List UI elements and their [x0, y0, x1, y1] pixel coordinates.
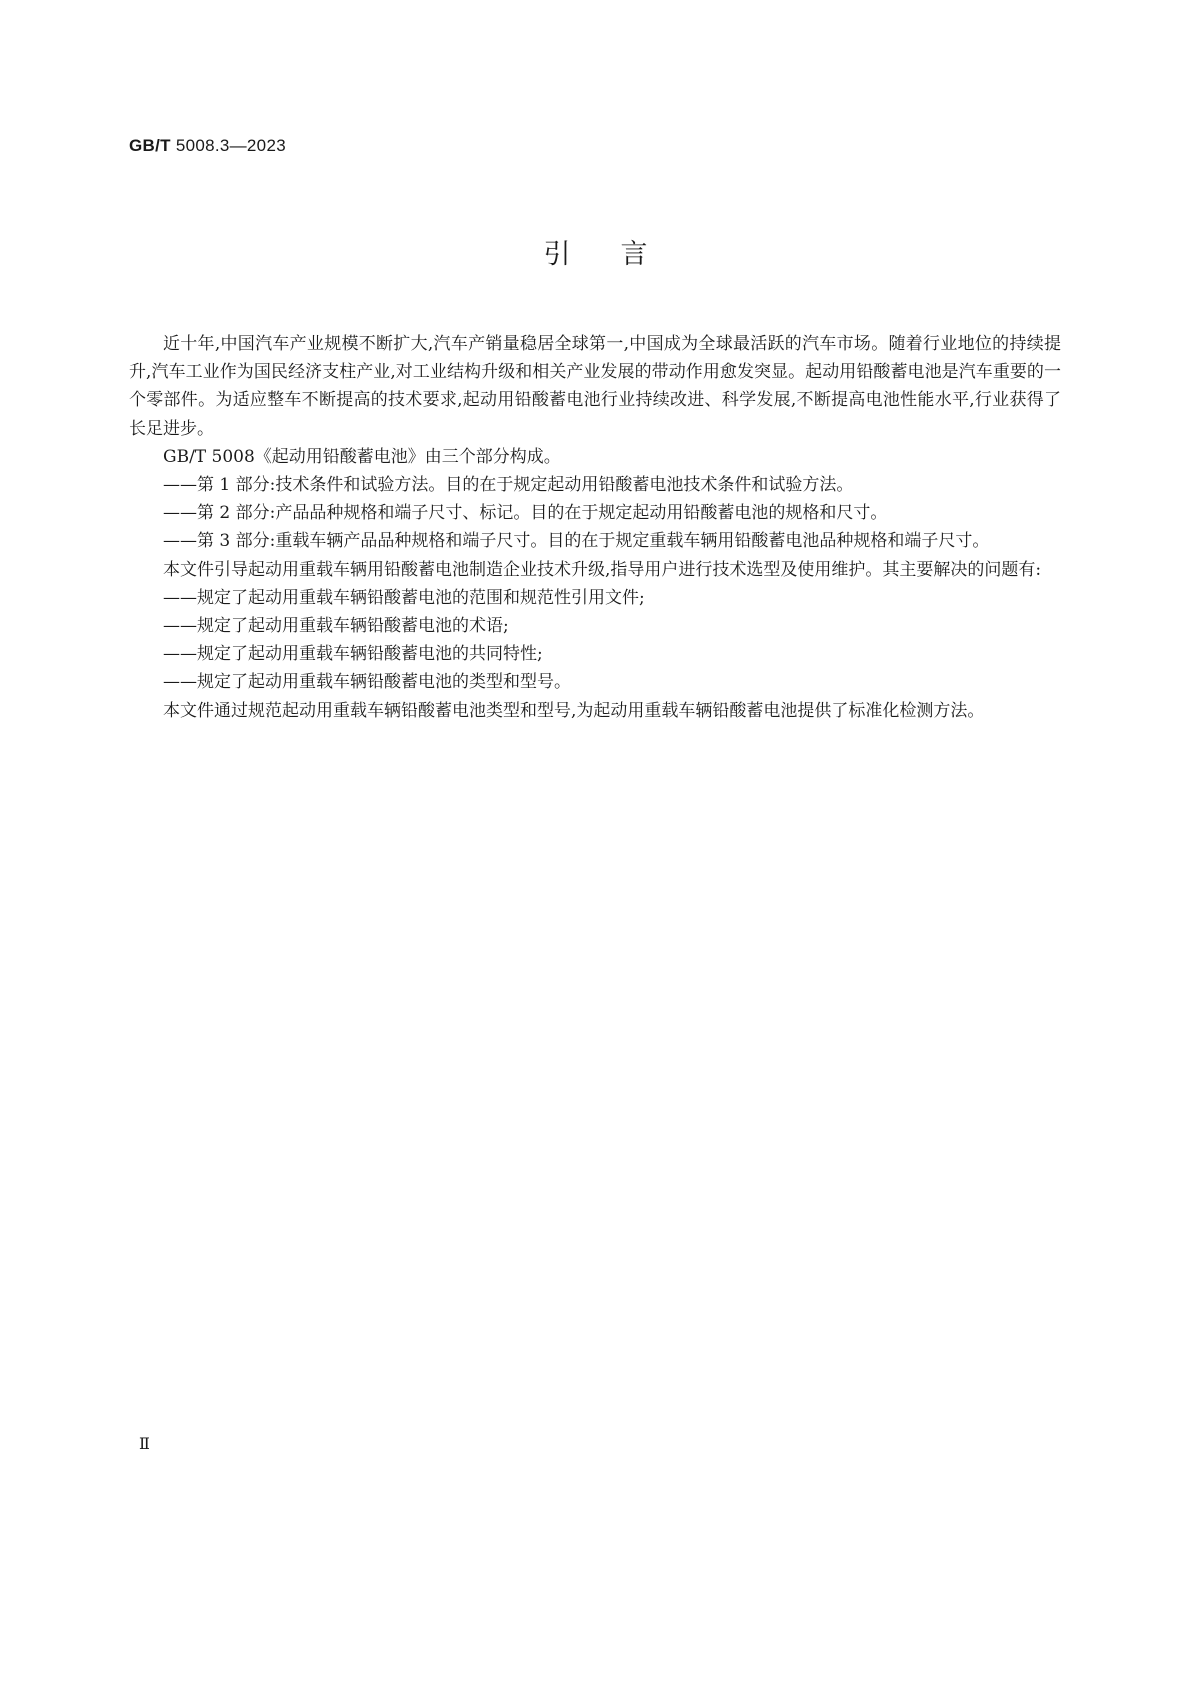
- page-title: 引言: [543, 239, 698, 270]
- part-3-text: 第 3 部分:重载车辆产品品种规格和端子尺寸。目的在于规定重载车辆用铅酸蓄电池品种规格和端子尺寸。: [197, 531, 990, 552]
- purpose-paragraph: 本文件引导起动用重载车辆用铅酸蓄电池制造企业技术升级,指导用户进行技术选型及使用维护。其主要解决的问题有:: [163, 559, 1042, 580]
- list-dash: ——: [163, 503, 197, 524]
- closing-paragraph: 本文件通过规范起动用重载车辆铅酸蓄电池类型和型号,为起动用重载车辆铅酸蓄电池提供了标准化检测方法。: [163, 700, 985, 721]
- issue-1-text: 规定了起动用重载车辆铅酸蓄电池的范围和规范性引用文件;: [197, 587, 645, 608]
- part-1-text: 第 1 部分:技术条件和试验方法。目的在于规定起动用铅酸蓄电池技术条件和试验方法。: [197, 475, 854, 496]
- standard-code: 5008.3—2023: [170, 136, 286, 155]
- intro-paragraph: 近十年,中国汽车产业规模不断扩大,汽车产销量稳居全球第一,中国成为全球最活跃的汽车市场。随着行业地位的持续提升,汽车工业作为国民经济支柱产业,对工业结构升级和相关产业发展的带动作用愈发突显。起动用铅酸蓄电池是汽车重要的一个零部件。为适应整车不断提高的技术要求,起动用铅酸蓄电池行业持续改进、科学发展,不断提高电池性能水平,行业获得了长足进步。: [129, 334, 1061, 439]
- list-dash: ——: [163, 531, 197, 552]
- standard-prefix: GB/T: [129, 136, 171, 155]
- list-dash: ——: [163, 587, 197, 608]
- issue-4-text: 规定了起动用重载车辆铅酸蓄电池的类型和型号。: [197, 672, 571, 693]
- document-body: [129, 330, 1061, 725]
- part-list-item: [129, 527, 1061, 555]
- issue-list-item: [129, 584, 1061, 612]
- list-dash: ——: [163, 475, 197, 496]
- list-dash: ——: [163, 644, 197, 665]
- issue-list-item: [129, 612, 1061, 640]
- list-dash: ——: [163, 672, 197, 693]
- page-number: Ⅱ: [139, 1434, 150, 1453]
- issue-list-item: [129, 668, 1061, 696]
- parts-intro-paragraph: GB/T 5008《起动用铅酸蓄电池》由三个部分构成。: [163, 446, 561, 467]
- part-list-item: [129, 499, 1061, 527]
- issue-list-item: [129, 640, 1061, 668]
- list-dash: ——: [163, 616, 197, 637]
- issue-3-text: 规定了起动用重载车辆铅酸蓄电池的共同特性;: [197, 644, 543, 665]
- part-list-item: [129, 471, 1061, 499]
- standard-number: [129, 136, 286, 156]
- part-2-text: 第 2 部分:产品品种规格和端子尺寸、标记。目的在于规定起动用铅酸蓄电池的规格和尺寸。: [197, 503, 888, 524]
- issue-2-text: 规定了起动用重载车辆铅酸蓄电池的术语;: [197, 616, 509, 637]
